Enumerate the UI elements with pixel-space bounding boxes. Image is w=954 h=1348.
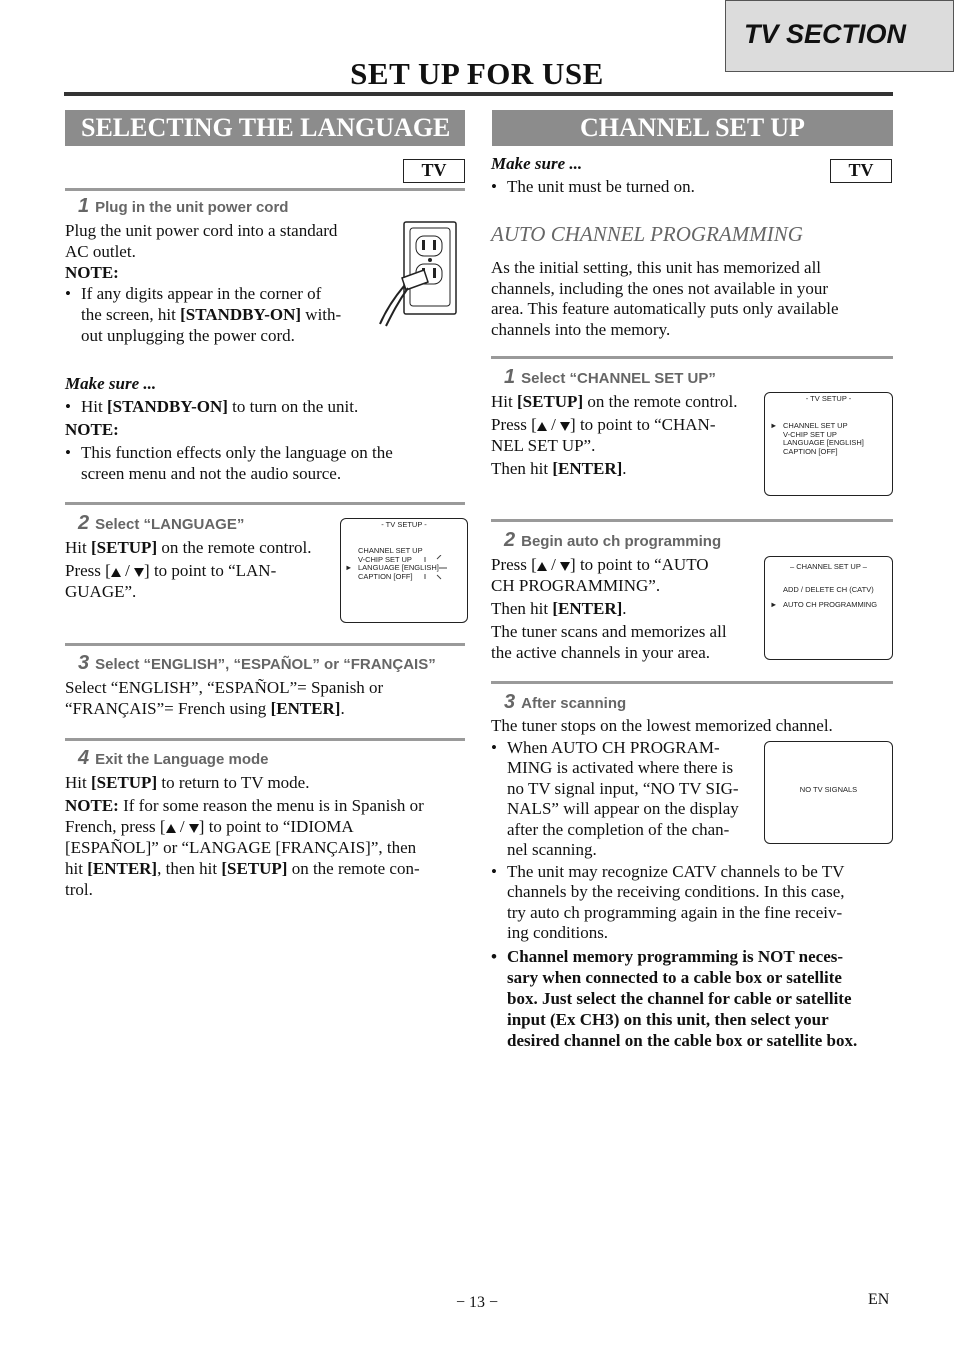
step-heading: 2 Begin auto ch programming [504, 529, 722, 551]
down-arrow-icon [134, 568, 144, 577]
make-sure-block: Make sure ... • Hit [STANDBY-ON] to turn on the unit. NOTE: • This function effects only the language on the screen menu and not the audio source. [65, 374, 393, 483]
step2-body: Hit [SETUP] on the remote control. Press [ / ] to point to “LAN- GUAGE”. [65, 538, 312, 601]
tv-badge: TV [830, 159, 892, 183]
down-arrow-icon [560, 562, 570, 571]
step-rule [491, 519, 893, 522]
step3-body: Select “ENGLISH”, “ESPAÑOL”= Spanish or “FRANÇAIS”= French using [ENTER]. [65, 678, 384, 718]
up-arrow-icon [166, 824, 176, 833]
step3-body: The tuner stops on the lowest memorized channel. • When AUTO CH PROGRAM- MING is activated where there is no TV signal input, “NO TV SIG- NALS” will appear on the display after the completion of the chan- nel scanning. • The unit may recognize CATV channels to be TV channels by the receiving conditions. In this case, try auto ch programming again in the fine receiv- ing conditions. • Channel memory programming is NOT neces- sary when connected to a cable box or satellite box. Just select the channel for cable or satellite input (Ex CH3) on this unit, then select your desired channel on the cable box or satellite box. [491, 716, 858, 1050]
section-title-channel: CHANNEL SET UP [492, 110, 893, 146]
sparkle-icon [423, 555, 453, 581]
step-heading: 3 Select “ENGLISH”, “ESPAÑOL” or “FRANÇAIS” [78, 652, 436, 674]
up-arrow-icon [537, 422, 547, 431]
step4-body: Hit [SETUP] to return to TV mode. NOTE: If for some reason the menu is in Spanish or French, press [ / ] to point to “IDIOMA [ESPAÑOL]” or “LANGAGE [FRANÇAIS]”, then hit [ENTER], then hit [SETUP] on the remote con- trol. [65, 773, 424, 899]
cursor-icon: ► [770, 421, 778, 430]
power-outlet-illustration [376, 218, 462, 328]
step1-body: Plug the unit power cord into a standard AC outlet. NOTE: • If any digits appear in the corner of the screen, hit [STANDBY-ON] with- out unplugging the power cord. [65, 221, 342, 345]
step-heading: 1 Plug in the unit power cord [78, 195, 289, 217]
tv-setup-screen: - TV SETUP - CHANNEL SET UP V-CHIP SET UP LANGUAGE [ENGLISH] CAPTION [OFF] ► [340, 518, 468, 623]
tv-section-label: TV SECTION [744, 19, 907, 49]
cursor-icon: ► [345, 563, 353, 572]
step-heading: 3 After scanning [504, 691, 627, 713]
language-code: EN [868, 1291, 890, 1308]
step1-body: Hit [SETUP] on the remote control. Press [ / ] to point to “CHAN- NEL SET UP”. Then hit [ENTER]. [491, 392, 738, 478]
up-arrow-icon [111, 568, 121, 577]
cursor-icon: ► [770, 600, 778, 609]
step-heading: 4 Exit the Language mode [78, 747, 269, 769]
step-rule [65, 643, 465, 646]
tv-setup-screen: - TV SETUP - CHANNEL SET UP V-CHIP SET UP LANGUAGE [ENGLISH] CAPTION [OFF] ► [764, 392, 893, 496]
down-arrow-icon [560, 422, 570, 431]
no-signal-screen: NO TV SIGNALS [764, 741, 893, 844]
page-number: − 13 − [455, 1294, 499, 1311]
tv-badge: TV [403, 159, 465, 183]
step-rule [65, 502, 465, 505]
step-rule [491, 681, 893, 684]
make-sure-block: Make sure ... • The unit must be turned on. [491, 154, 695, 196]
step2-body: Press [ / ] to point to “AUTO CH PROGRAMMING”. Then hit [ENTER]. The tuner scans and memorizes all the active channels in your area. [491, 555, 727, 662]
step-rule [65, 738, 465, 741]
up-arrow-icon [537, 562, 547, 571]
down-arrow-icon [189, 824, 199, 833]
subheading-auto-channel: AUTO CHANNEL PROGRAMMING [491, 222, 803, 246]
title-rule [64, 92, 893, 96]
intro-paragraph: As the initial setting, this unit has memorized all channels, including the ones not available in your area. This feature automatically puts only available channels into the memory. [491, 258, 839, 339]
channel-setup-screen: – CHANNEL SET UP – ADD / DELETE CH (CATV) AUTO CH PROGRAMMING ► [764, 556, 893, 660]
step-heading: 2 Select “LANGUAGE” [78, 512, 245, 534]
step-rule [65, 188, 465, 191]
step-heading: 1 Select “CHANNEL SET UP” [504, 366, 716, 388]
step-rule [491, 356, 893, 359]
page-title: SET UP FOR USE [350, 56, 604, 91]
section-title-language: SELECTING THE LANGUAGE [65, 110, 465, 146]
